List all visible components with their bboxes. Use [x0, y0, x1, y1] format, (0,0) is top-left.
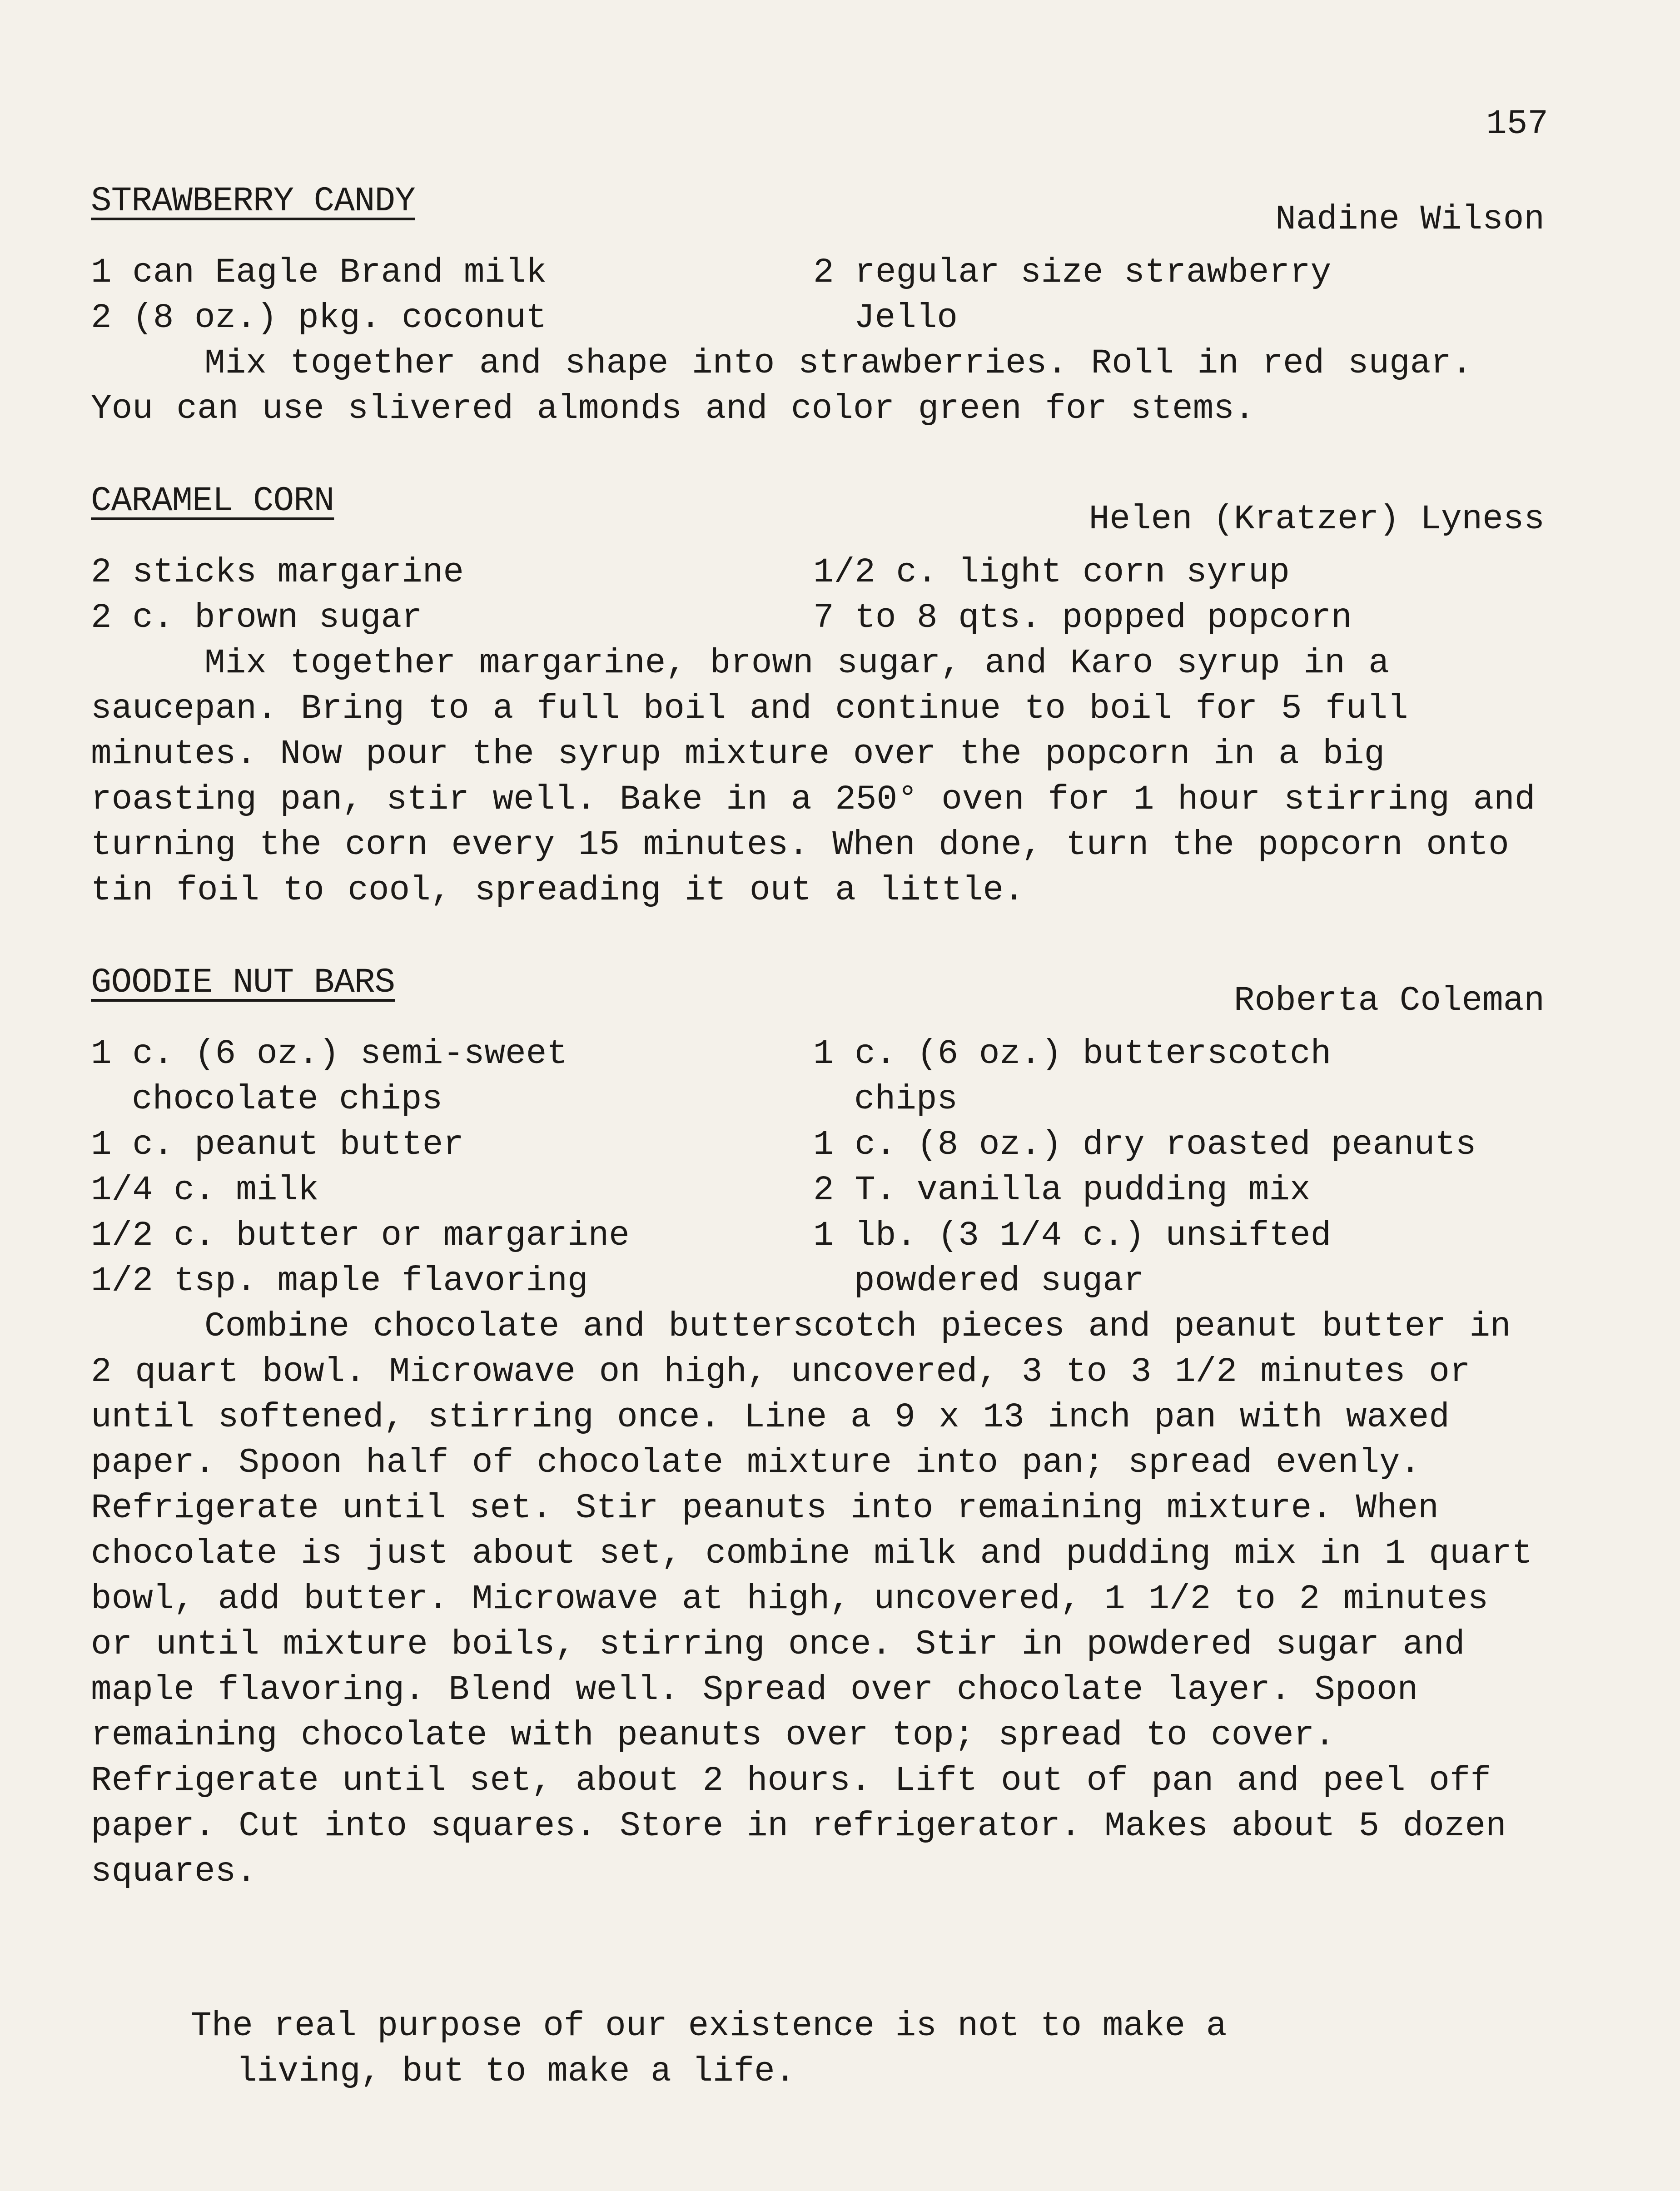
recipe-method: Mix together and shape into strawberries. Roll in red sugar. You can use slivered almonds and color green for stems.: [91, 344, 1472, 428]
recipe-title: GOODIE NUT BARS: [91, 963, 395, 1002]
quote-line: living, but to make a life.: [236, 2052, 796, 2091]
ingredient: 2 T. vanilla pudding mix: [813, 1171, 1311, 1210]
recipe-goodie-nut-bars: [91, 963, 1545, 1894]
recipe-author: Roberta Coleman: [1233, 981, 1545, 1020]
ingredient: 1/2 tsp. maple flavoring: [91, 1262, 588, 1301]
ingredient: 1/4 c. milk: [91, 1171, 319, 1210]
ingredient: 2 (8 oz.) pkg. coconut: [91, 298, 547, 338]
recipe-strawberry-candy: [91, 182, 1545, 432]
ingredient: 1 c. (6 oz.) butterscotch chips: [813, 1034, 1332, 1119]
ingredient: 1 c. (6 oz.) semi-sweet chocolate chips: [91, 1034, 567, 1119]
recipe-header: [91, 963, 1545, 1031]
page-number: 157: [1486, 104, 1548, 144]
ingredient-list: [91, 1031, 1545, 1304]
recipe-header: [91, 482, 1545, 550]
recipe-title: CARAMEL CORN: [91, 482, 334, 521]
recipe-method: Mix together margarine, brown sugar, and Karo syrup in a saucepan. Bring to a full boil and continue to boil for 5 full minutes. Now pour the syrup mixture over the popcorn in a big roasting pan, stir well. Bake in a 250° oven for 1 hour stirring and turning the corn every 15 minutes. When done, turn the popcorn onto tin foil to cool, spreading it out a little.: [91, 644, 1536, 910]
ingredient: 1/2 c. butter or margarine: [91, 1216, 630, 1255]
ingredient: 1 c. (8 oz.) dry roasted peanuts: [813, 1125, 1476, 1164]
ingredient: 1 c. peanut butter: [91, 1125, 464, 1164]
recipe-caramel-corn: [91, 482, 1545, 913]
recipe-title: STRAWBERRY CANDY: [91, 182, 415, 221]
ingredient-column-left: [91, 250, 813, 341]
ingredient-column-left: [91, 1031, 813, 1304]
ingredient: 1 lb. (3 1/4 c.) unsifted powdered sugar: [813, 1216, 1332, 1301]
recipe-author: Nadine Wilson: [1275, 200, 1545, 239]
recipe-author: Helen (Kratzer) Lyness: [1089, 500, 1545, 539]
ingredient-column-right: [813, 250, 1545, 341]
ingredient: 7 to 8 qts. popped popcorn: [813, 598, 1352, 637]
recipe-header: [91, 182, 1545, 250]
ingredient-list: [91, 250, 1545, 341]
ingredient-column-right: [813, 550, 1545, 641]
ingredient: 2 regular size strawberry Jello: [813, 253, 1332, 338]
ingredient: 1 can Eagle Brand milk: [91, 253, 547, 292]
quote-line: The real purpose of our existence is not to make a: [191, 2007, 1227, 2046]
ingredient-column-right: [813, 1031, 1545, 1304]
ingredient-column-left: [91, 550, 813, 641]
ingredient: 1/2 c. light corn syrup: [813, 553, 1290, 592]
ingredient-list: [91, 550, 1545, 641]
closing-quote: [191, 2003, 1372, 2094]
ingredient: 2 c. brown sugar: [91, 598, 422, 637]
recipe-method: Combine chocolate and butterscotch pieces and peanut butter in 2 quart bowl. Microwave on high, uncovered, 3 to 3 1/2 minutes or until softened, stirring once. Line a 9 x 13 inch pan with waxed paper. Spoon half of chocolate mixture into pan; spread evenly. Refrigerate until set. Stir peanuts into remaining mixture. When chocolate is just about set, combine milk and pudding mix in 1 quart bowl, add butter. Microwave at high, uncovered, 1 1/2 to 2 minutes or until mixture boils, stirring once. Stir in powdered sugar and maple flavoring. Blend well. Spread over chocolate layer. Spoon remaining chocolate with peanuts over top; spread to cover. Refrigerate until set, about 2 hours. Lift out of pan and peel off paper. Cut into squares. Store in refrigerator. Makes about 5 dozen squares.: [91, 1307, 1533, 1891]
ingredient: 2 sticks margarine: [91, 553, 464, 592]
